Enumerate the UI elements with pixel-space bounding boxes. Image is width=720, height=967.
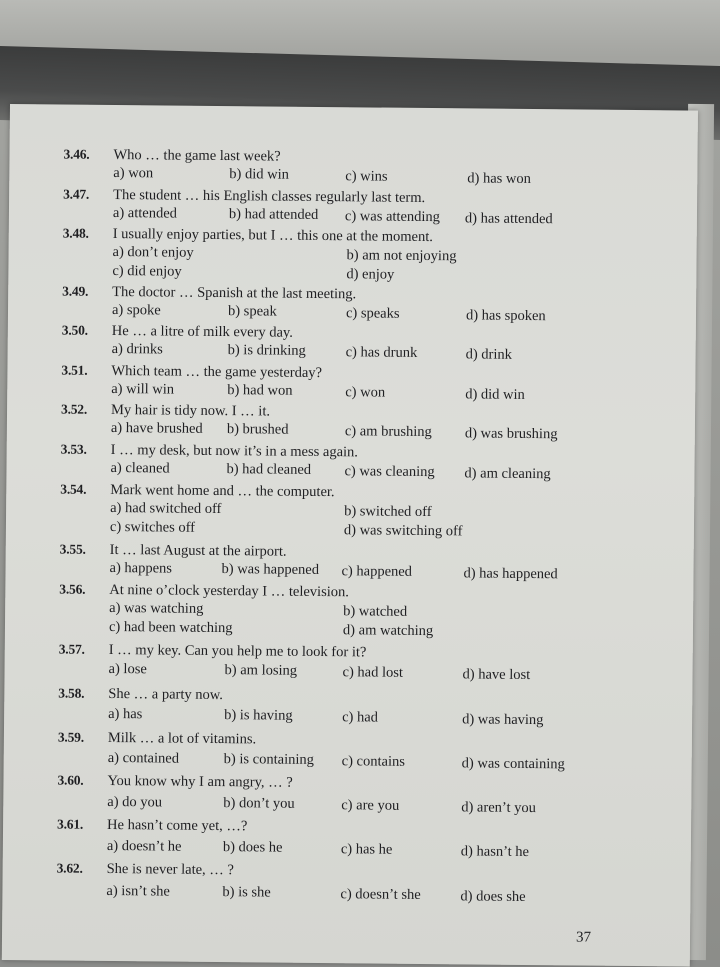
question-number: 3.57. (58, 641, 85, 657)
option-d: d) has won (467, 170, 532, 188)
option-c: c) am brushing (344, 423, 432, 441)
option-b: b) does he (222, 839, 283, 856)
option-c: c) had lost (342, 664, 404, 681)
option-c: c) did enjoy (112, 262, 182, 280)
question-3-51 (61, 362, 622, 403)
option-d: d) was having (462, 711, 544, 729)
option-b: b) watched (343, 603, 408, 620)
option-d: d) am cleaning (464, 465, 551, 483)
option-c: c) has drunk (345, 344, 418, 361)
option-c: c) wins (345, 168, 388, 185)
option-d: d) am watching (342, 622, 434, 640)
question-number: 3.58. (58, 685, 85, 701)
question-3-62 (56, 860, 617, 905)
option-b: b) is containing (223, 751, 315, 768)
option-b: b) am not enjoying (346, 247, 457, 265)
question-text: Mark went home and … the computer. (110, 481, 335, 501)
option-a: a) contained (107, 749, 180, 767)
option-a: a) will win (111, 380, 175, 398)
option-a: a) won (113, 164, 154, 182)
option-b: b) had cleaned (226, 461, 312, 478)
option-b: b) had won (227, 382, 293, 399)
question-number: 3.61. (57, 816, 84, 832)
question-text: I usually enjoy parties, but I … this one at the moment. (112, 225, 433, 246)
question-text: He hasn’t come yet, …? (107, 816, 248, 835)
option-c: c) speaks (345, 305, 400, 322)
option-a: a) isn’t she (106, 882, 170, 900)
option-a: a) cleaned (110, 459, 170, 477)
option-d: d) have lost (462, 666, 531, 684)
question-text: Which team … the game yesterday? (111, 362, 323, 382)
question-number: 3.50. (61, 322, 88, 338)
option-b: b) switched off (344, 503, 432, 521)
question-text: The doctor … Spanish at the last meeting. (112, 283, 357, 303)
question-text: My hair is tidy now. I … it. (110, 401, 271, 420)
question-3-49 (62, 283, 622, 325)
question-number: 3.60. (57, 772, 84, 788)
option-d: d) enjoy (346, 266, 395, 283)
option-d: d) has happened (463, 565, 558, 583)
option-a: a) have brushed (110, 419, 203, 437)
question-text: It … last August at the airport. (109, 541, 287, 560)
option-a: a) do you (107, 793, 163, 811)
option-b: b) don’t you (223, 795, 295, 812)
option-c: c) was attending (344, 208, 441, 226)
option-d: d) did win (465, 386, 525, 403)
option-a: a) don’t enjoy (112, 243, 194, 261)
option-a: a) has (108, 705, 143, 723)
option-a: a) had switched off (110, 499, 222, 518)
option-b: b) is drinking (227, 342, 306, 359)
question-3-46 (63, 146, 624, 188)
book-page (2, 104, 698, 967)
option-d: d) has attended (464, 210, 553, 228)
question-number: 3.53. (60, 441, 87, 457)
option-d: d) drink (465, 346, 513, 363)
question-number: 3.51. (61, 362, 88, 378)
question-3-47 (63, 186, 623, 228)
option-a: a) attended (112, 204, 178, 222)
option-b: b) was happened (221, 561, 320, 578)
question-text: She is never late, … ? (106, 860, 234, 879)
exercise-list (2, 104, 698, 967)
option-c: c) doesn’t she (340, 886, 421, 903)
option-b: b) did win (229, 166, 290, 183)
option-b: b) is she (222, 884, 271, 901)
option-c: c) had (342, 709, 379, 726)
question-3-57 (58, 641, 619, 684)
page-number: 37 (575, 929, 592, 946)
question-text: I … my desk, but now it’s in a mess again. (110, 441, 359, 461)
option-d: d) does she (460, 888, 526, 905)
question-3-59 (57, 729, 618, 773)
question-3-55 (59, 541, 620, 583)
question-number: 3.47. (63, 186, 90, 202)
option-c: c) switches off (109, 518, 196, 536)
question-number: 3.62. (56, 860, 83, 876)
option-d: d) was containing (461, 755, 565, 773)
question-number: 3.48. (62, 225, 89, 241)
question-3-52 (61, 401, 621, 443)
option-a: a) lose (108, 660, 147, 678)
question-number: 3.55. (59, 541, 86, 557)
question-3-58 (58, 685, 618, 729)
question-number: 3.52. (61, 401, 88, 417)
question-text: At nine o’clock yesterday I … television. (109, 581, 349, 601)
question-number: 3.54. (60, 481, 87, 497)
question-text: The student … his English classes regularly last term. (113, 186, 426, 206)
option-a: a) spoke (111, 301, 161, 319)
option-a: a) doesn’t he (106, 837, 182, 855)
question-text: You know why I am angry, … ? (107, 772, 293, 791)
question-number: 3.56. (59, 581, 86, 597)
option-c: c) contains (341, 753, 405, 770)
option-a: a) drinks (111, 340, 163, 358)
option-d: d) hasn’t he (460, 843, 530, 861)
option-c: c) won (345, 384, 386, 401)
option-c: c) happened (341, 563, 413, 580)
option-c: c) was cleaning (344, 463, 435, 481)
option-d: d) was switching off (343, 522, 463, 540)
option-d: d) has spoken (465, 307, 546, 325)
option-d: d) was brushing (464, 425, 558, 443)
option-b: b) am losing (224, 662, 298, 679)
option-c: c) are you (341, 797, 400, 814)
question-number: 3.59. (57, 729, 85, 745)
option-a: a) was watching (109, 599, 204, 617)
question-text: Who … the game last week? (113, 146, 281, 165)
option-c: c) has he (340, 841, 393, 858)
question-text: She … a party now. (108, 685, 224, 704)
option-b: b) had attended (228, 206, 319, 223)
question-text: Milk … a lot of vitamins. (107, 729, 257, 748)
option-b: b) is having (224, 707, 293, 724)
option-c: c) had been watching (108, 618, 233, 637)
question-3-60 (57, 772, 618, 817)
question-number: 3.46. (63, 146, 90, 162)
option-b: b) brushed (226, 421, 289, 438)
question-text: I … my key. Can you help me to look for it? (108, 641, 367, 661)
option-a: a) happens (109, 559, 173, 577)
question-number: 3.49. (62, 283, 89, 299)
question-text: He … a litre of milk every day. (111, 322, 293, 341)
option-d: d) aren’t you (461, 799, 536, 817)
question-3-61 (57, 816, 617, 861)
option-b: b) speak (227, 303, 277, 320)
